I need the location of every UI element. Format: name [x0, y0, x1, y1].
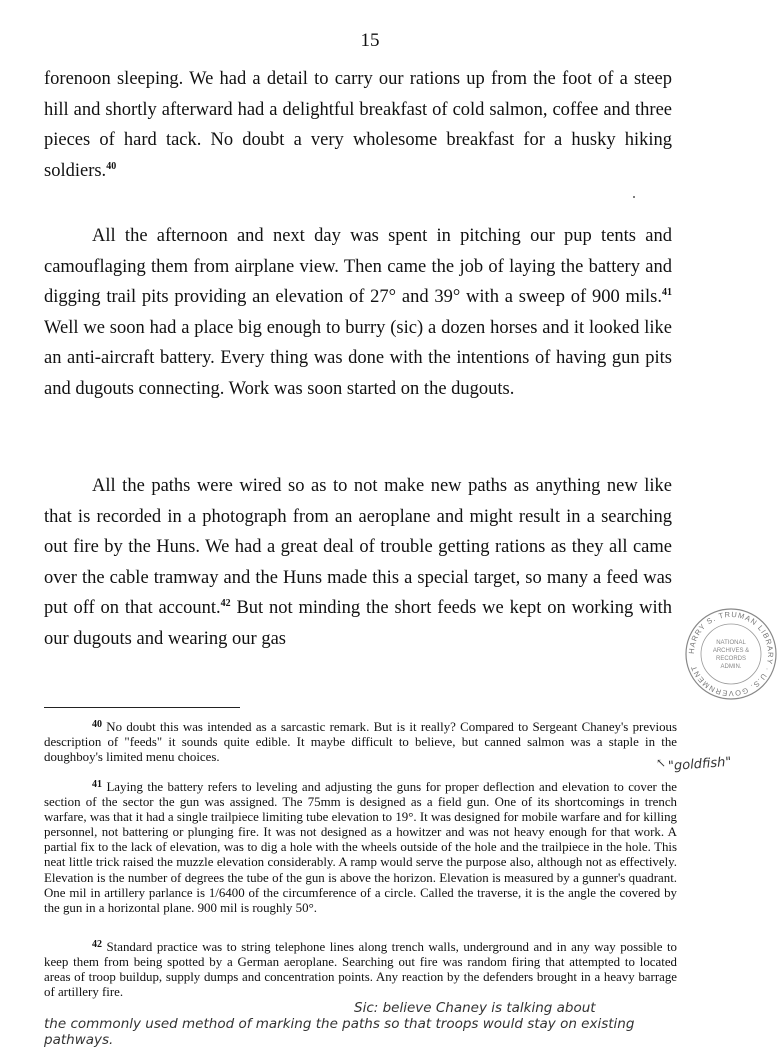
stray-mark	[633, 196, 635, 198]
footnote-ref-42: 42	[220, 598, 231, 610]
seal-center-line-4: ADMIN.	[720, 664, 742, 670]
footnote-divider	[44, 707, 240, 708]
footnote-ref-41: 41	[662, 287, 672, 299]
paragraph-1-text: forenoon sleeping. We had a detail to carry our rations up from the foot of a steep hill and shortly afterward had a delightful breakfast of cold salmon, coffee and three pieces of hard tack. No doubt a very wholesome breakfast for a husky hiking soldiers.	[44, 69, 672, 181]
seal-center-line-3: RECORDS	[715, 656, 747, 662]
footnote-41	[44, 780, 677, 916]
footnote-40	[44, 720, 677, 765]
footnote-41-number: 41	[92, 779, 102, 790]
seal-ring-text: HARRY S. TRUMAN LIBRARY · U.S. GOVERNMENT	[686, 609, 776, 699]
paragraph-1	[44, 64, 672, 186]
footnote-41-text: Laying the battery refers to leveling and adjusting the guns for proper deflection and elevation to cover the section of the sector the gun was assigned. The 75mm is designed as a field gun. One of its shortcomings in trench warfare, was that it had a single trailpiece limiting tube elevation to 19°. It was designed for mobile warfare and for killing personnel, not battering or plunging fire. It was not designed as a howitzer and was not heavy enough for that work. A partial fix to the lack of elevation, was to dig a hole with the wheels outside of the hole and the trailpiece in the hole. This neat little trick raised the muzzle elevation considerably. A ramp would serve the purpose also, although not as effectively. Elevation is the number of degrees the tube of the gun is above the horizon. Elevation is measured by a gunner's quadrant. One mil in artillery parlance is 1/6400 of the circumference of a circle. Called the traverse, it is the angle the covered by the gun in a horizontal plane. 900 mil is roughly 50°.	[44, 780, 677, 915]
paragraph-2-text-a: All the afternoon and next day was spent in pitching our pup tents and camouflaging them from airplane view. Then came the job of laying the battery and digging trail pits providing an elevation of 27° and 39° with a sweep of 900 mils.	[44, 226, 672, 308]
seal-center-line-2: ARCHIVES &	[712, 648, 750, 654]
seal-center-line-1: NATIONAL	[716, 640, 746, 646]
paragraph-2	[44, 221, 672, 405]
footnote-40-text: No doubt this was intended as a sarcastic remark. But is it really? Compared to Sergeant Chaney's previous description of "feeds" it sounds quite edible. It maybe difficult to believe, but canned salmon was a staple in the doughboy's limited menu choices.	[44, 720, 677, 765]
footnote-42-number: 42	[92, 939, 102, 950]
footnote-42	[44, 940, 677, 1000]
page-number: 15	[360, 30, 380, 51]
archive-seal-stamp	[683, 606, 779, 702]
paragraph-3-text-b: But not minding the short feeds we kept on working with our dugouts and wearing our gas	[44, 598, 672, 649]
footnote-40-number: 40	[92, 719, 102, 730]
footnote-42-text: Standard practice was to string telephone lines along trench walls, underground and in any way possible to keep them from being spotted by a German aeroplane. Searching out fire was random firing that attempted to located areas of troop buildup, supply dumps and concentration points. Any reaction by the defenders brought in a heavy barrage of artillery fire.	[44, 940, 677, 1000]
paragraph-3-text-a: All the paths were wired so as to not make new paths as anything new like that is recorded in a photograph from an aeroplane and might result in a searching out fire by the Huns. We had a great deal of trouble getting rations as they all came over the cable tramway and the Huns made this a special target, so many a feed was put off on that account.	[44, 476, 672, 619]
handwritten-note-line-1: Sic: believe Chaney is talking about	[354, 1000, 596, 1016]
caret-icon: ↖	[656, 756, 667, 770]
handwritten-goldfish-note: "goldfish"	[667, 754, 732, 775]
footnote-ref-40: 40	[106, 160, 117, 172]
paragraph-2-text-b: Well we soon had a place big enough to burry (sic) a dozen horses and it looked like an anti-aircraft battery. Every thing was done with the intentions of having gun pits and dugouts connecting. Work was soon started on the dugouts.	[44, 317, 672, 399]
paragraph-3	[44, 471, 672, 655]
handwritten-note-line-2: the commonly used method of marking the paths so that troops would stay on existing pathways.	[44, 1016, 635, 1048]
